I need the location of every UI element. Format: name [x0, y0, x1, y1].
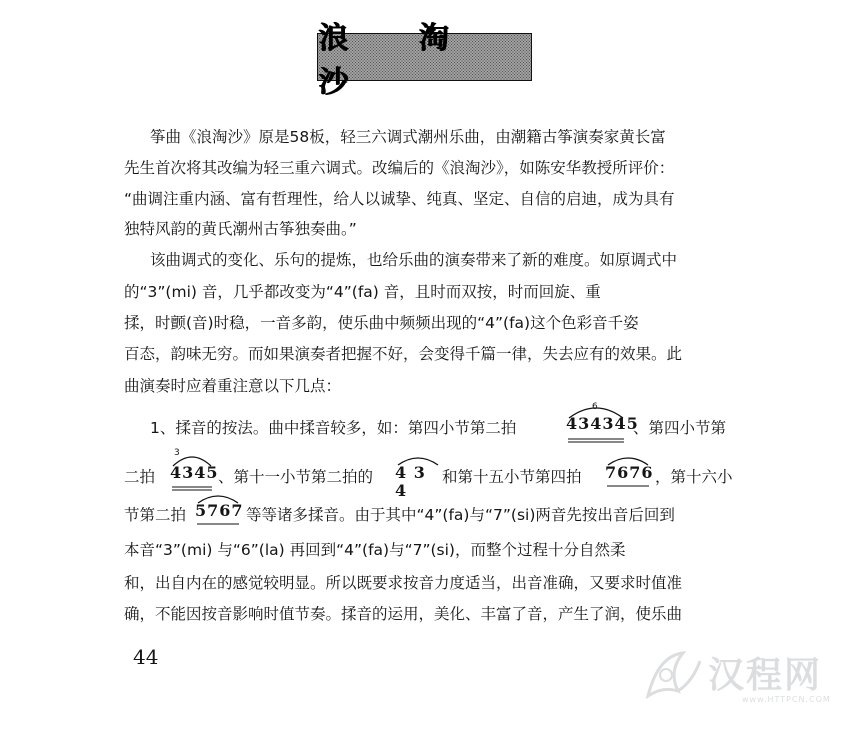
notation-group-5: [195, 490, 244, 534]
chapter-title: 浪 淘 沙: [318, 21, 479, 100]
watermark-logo-icon: [638, 641, 708, 711]
underline: [195, 523, 241, 529]
text-line: 先生首次将其改编为轻三重六调式。改编后的《浪淘沙》，如陈安华教授所评价：: [124, 159, 675, 177]
notation-group-1: [566, 400, 639, 450]
text-line: 曲演奏时应着重注意以下几点：: [124, 377, 342, 395]
notation-group-2: [170, 448, 219, 496]
notation-digits: 4345: [170, 463, 219, 482]
text-line: 二拍: [124, 468, 156, 486]
watermark-url: www.HTTPCN.COM: [742, 695, 831, 704]
text-line: 和第十五小节第四拍: [442, 468, 582, 486]
notation-group-3: [395, 452, 441, 500]
grace-note: 6: [592, 402, 598, 412]
text-line: 揉，时颤(音)时稳，一音多韵，使乐曲中频频出现的“4”(fa)这个色彩音千姿: [124, 314, 639, 332]
text-line: “曲调注重内涵、富有哲理性，给人以诚挚、纯真、坚定、自信的启迪，成为具有: [124, 190, 675, 208]
watermark-text: 汉程网: [708, 654, 823, 696]
notation-digits: 7676: [605, 463, 654, 482]
watermark: [638, 633, 831, 723]
text-line: 1、揉音的按法。曲中揉音较多，如：第四小节第二拍: [150, 419, 517, 437]
text-line: 的“3”(mi) 音，几乎都改变为“4”(fa) 音，且时而双按，时而回旋、重: [124, 283, 601, 301]
underline-dots: [566, 438, 626, 446]
text-line: 确，不能因按音影响时值节奏。揉音的运用，美化、丰富了音，产生了润，使乐曲: [124, 605, 683, 623]
chapter-title-box: [317, 21, 532, 100]
text-line: 和，出自内在的感觉较明显。所以既要求按音力度适当，出音准确，又要求时值准: [124, 574, 683, 592]
text-line: 本音“3”(mi) 与“6”(la) 再回到“4”(fa)与“7”(si)，而整个过程十分自然柔: [124, 541, 626, 559]
text-line: ，第十六小: [655, 468, 733, 486]
notation-group-4: [605, 452, 654, 496]
underline: [605, 485, 651, 491]
text-line: 独特风韵的黄氏潮州古筝独奏曲。”: [124, 220, 357, 238]
text-line: 节第二拍: [124, 506, 187, 524]
text-line: 、第十一小节第二拍的: [218, 468, 374, 486]
page-number: 44: [133, 645, 159, 669]
text-line: 筝曲《浪淘沙》原是58板，轻三六调式潮州乐曲，由潮籍古筝演奏家黄长富: [150, 128, 666, 146]
notation-digits: 4 3 4: [395, 463, 426, 500]
notation-digits: 434345: [566, 414, 639, 433]
text-line: 该曲调式的变化、乐句的提炼，也给乐曲的演奏带来了新的难度。如原调式中: [150, 251, 678, 269]
grace-note: 3: [174, 448, 180, 458]
text-line: 百态，韵味无穷。而如果演奏者把握不好，会变得千篇一律，失去应有的效果。此: [124, 345, 683, 363]
text-line: 、第四小节第: [633, 419, 727, 437]
text-line: 等等诸多揉音。由于其中“4”(fa)与“7”(si)两音先按出音后回到: [246, 506, 675, 524]
notation-digits: 5767: [195, 501, 244, 520]
